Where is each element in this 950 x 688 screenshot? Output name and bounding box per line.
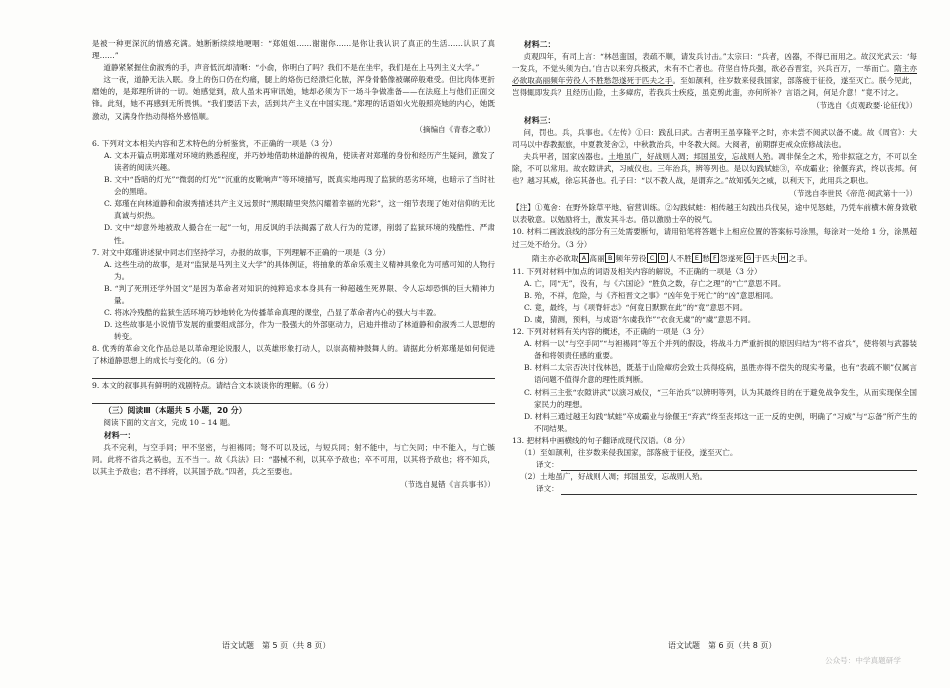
annotation-note: 【注】①蒐舍：在野外除草平地、宿营训练。②勾践轼蛙：相传越王勾践出兵伐吴，途中见怒蛙，乃凭车前横木俯身致敬以表敬意。以勉励将士，激发其斗志。借以激励士卒的锐气。 [512, 203, 917, 225]
question-13-part-1: （1）至如颉利，往岁数来侵我国家，部落疲于征役，遂至灭亡。 [520, 448, 738, 457]
question-7-option-d: D. 这些故事是小说情节发展的重要组成部分，作为一股强大的外部驱动力，启迪并推动了林道静和俞淑秀二人思想的转变。 [104, 320, 495, 342]
right-page-footer: 语文试题 第 6 页（共 8 页） [668, 641, 777, 650]
question-11-option-a: A. 亡，同“无”，没有，与《六国论》“胜负之数，存亡之理”的“亡”意思不同。 [524, 278, 786, 288]
section-3-intro: 阅读下面的文言文，完成 10 – 14 题。 [103, 417, 235, 427]
section-3-heading: （三）阅读Ⅲ（本题共 5 小题，20 分） [103, 405, 247, 415]
question-9: 9. 本文的叙事具有鲜明的戏剧特点。请结合文本谈谈你的理解。（6 分） [92, 381, 333, 391]
material-1-source: （节选自晁错《言兵事书》） [400, 480, 495, 490]
sentence-breaking-row: 隋主亦必欲取 A 高丽 B 频年劳役 C D 人不胜 E 愁 F 怨遂死 G 于匹夫 H 之手。 [532, 253, 813, 263]
translation-line[interactable] [561, 461, 917, 471]
question-10: 10. 材料二画波浪线的部分有三处需要断句，请用铅笔将答题卡上相应位置的答案标号涂黑，每涂对一处给 1 分，涂黑超过三处不给分。（3 分） [512, 227, 917, 249]
material-3-source: （节选自李世民《帝范·阅武第十一》） [789, 189, 917, 199]
question-12-option-c: C. 材料三主张“农隙讲武”以演习威仪，“三年治兵”以辨明等列，认为其最终目的在于避免战争发生，从而实现保全国家民力的理想。 [524, 387, 917, 409]
break-option-box[interactable]: G [744, 253, 754, 263]
question-11-option-c: C. 竟，最终，与《项脊轩志》“何竟日默默在此”的“竟”意思不同。 [524, 302, 748, 312]
question-13: 13. 把材料中画横线的句子翻译成现代汉语。（8 分） [512, 435, 690, 445]
material-3-text-1: 问，罚也。兵，兵事也。《左传》①曰：践乱曰武。古者明王虽享隆平之时，亦未尝不阅武以备不虞。故《周官》：大司马以中春教振旅，中夏教茇舍②，中秋教治兵，中冬教大阅。大阅者，前期群吏戒众庶修战法也。 [512, 127, 917, 149]
wavy-underlined-sentence: 隋主亦必欲取高丽频年劳役人不胜愁怨遂死于匹夫之手 [512, 64, 918, 86]
break-option-box[interactable]: A [579, 253, 589, 263]
material-2-text: 贞观四年，有司上言：“林邑蛮国，表疏不顺，请发兵讨击。”太宗曰：“兵者，凶器，不得已而用之。故汉光武云：‘每一发兵，不觉头须为白。’自古以来穷兵极武，未有不亡者也。苻坚自恃兵强，欲必吞晋室，兴兵百万，一举而亡。隋主亦必欲取高丽频年劳役人不胜愁怨遂死于匹夫之手。至如颉利，往岁数来侵我国家，部落疲于征役，遂至灭亡。朕今见此，岂得辄即发兵？且经历山险，土多瘴疠，若我兵士疾疫，虽克剪此蛮，亦何所补？言语之间，何足介意！”竟不讨之。 [512, 52, 918, 98]
watermark-text: 公众号：中学真题研学 [825, 656, 901, 665]
question-11-option-b: B. 殆，不祥，危险，与《齐桓晋文之事》“凶年免于死亡”的“凶”意思相同。 [524, 290, 778, 300]
story-paragraph-1: 是被一种更深沉的情感充满。她断断续续地哽咽：“郑姐姐……谢谢你……是你让我认识了真正的生活……认识了真理……” [92, 39, 495, 61]
question-6: 6. 下列对文本相关内容和艺术特色的分析鉴赏，不正确的一项是（3 分） [92, 138, 337, 148]
question-8: 8. 优秀的革命文化作品总是以革命理论说服人，以英雄形象打动人，以崇高精神鼓舞人的。请据此分析郑瑾是如何促进了林道静思想上的成长与变化的。（6 分） [92, 344, 495, 366]
question-6-option-c: C. 郑瑾在向林道静和俞淑秀描述共产主义远景时“黑眼睛里突然闪耀着幸福的光彩”，这一细节表现了她对信仰的无比真诚与炽热。 [104, 199, 495, 221]
question-7-option-b: B. “判了死刑还学外国文”是因为革命者对知识的纯粹追求本身具有一种超越生死界限、令人忘却恐惧的巨大精神力量。 [104, 283, 495, 305]
question-7: 7. 对文中郑瑾讲述狱中同志们坚持学习，办报的故事，下列理解不正确的一项是（3 分） [92, 247, 390, 257]
left-page [92, 38, 495, 688]
story-source: （摘编自《青春之歌》） [415, 124, 495, 134]
material-2-title: 材料二： [523, 40, 556, 49]
answer-line[interactable] [92, 392, 495, 404]
question-11: 11. 下列对材料中加点的词语及相关内容的解说，不正确的一项是（3 分） [512, 266, 762, 276]
question-7-option-c: C. 将冰冷残酷的监狱生活环境巧妙地转化为传播革命真理的课堂，凸显了革命者内心的强大与丰盈。 [104, 308, 441, 318]
story-paragraph-2: 道静紧紧握住俞淑秀的手，声音低沉却清晰：“小俞，你明白了吗？我们不是在坐牢，我们是在上马列主义大学。” [103, 63, 480, 73]
question-6-option-d: D. 文中“却意外地被敌人撮合在一起”一句，用反讽的手法揭露了敌人行为的荒谬，削弱了监狱环境的残酷性、严肃性。 [104, 223, 495, 245]
question-6-option-a: A. 文本开篇点明郑瑾对环境的熟悉程度，并巧妙地借助林道静的视角，使读者对郑瑾的身份和经历产生疑问，激发了读者的阅读兴趣。 [104, 150, 495, 172]
break-option-box[interactable]: E [692, 253, 701, 263]
break-option-box[interactable]: D [658, 253, 668, 263]
question-12-option-d: D. 材料三通过越王勾践“轼蛙”卒成霸业与徐偃王“弃武”终至丧邦这一正一反的史例，明确了“习威”与“忘备”所产生的不同结果。 [524, 411, 917, 433]
answer-line[interactable] [92, 368, 495, 380]
material-3-title: 材料三： [523, 115, 556, 125]
break-option-box[interactable]: B [605, 253, 615, 263]
story-paragraph-3: 这一夜，道静无法入眠。身上的伤口仍在灼痛，腿上的烙伤已经溃烂化脓，浑身骨骼像被碾碎般难受。但比肉体更折磨她的，是郑理所讲的一切。她感觉到，敌人虽未再审讯她，她却必须为下一场斗争做准备——在法庭上与他们正面交锋。此刻，她不再感到无所畏惧。“我们要活下去，活到共产主义在中国实现。”郑理的话语如火光般照亮她的内心，她既激动，又满身作热动得格外感悟顺。 [92, 75, 495, 121]
material-2-source: （节选自《贞观政要·论征伐》） [812, 101, 917, 111]
right-page [512, 38, 917, 688]
translation-row-2[interactable]: 译文： [536, 483, 917, 495]
translation-line[interactable] [561, 485, 917, 495]
break-option-box[interactable]: C [647, 253, 657, 263]
question-12: 12. 下列对材料有关内容的概述，不正确的一项是（3 分） [512, 327, 709, 337]
question-6-option-b: B. 文中“昏暗的灯光”“微弱的灯光”“沉重的皮靴响声”等环境描写，既真实地再现了监狱的恶劣环境，也暗示了当时社会的黑暗。 [104, 175, 495, 197]
break-option-box[interactable]: F [710, 253, 719, 263]
material-1-text: 兵不完利，与空手同；甲不坚密，与袒裼同；弩不可以及远，与短兵同；射不能中，与亡矢同；中不能入，与亡镞同。此将不省兵之祸也，五不当一。故《兵法》曰：“器械不利，以其卒予敌也；卒不可用，以其将予敌也；将不知兵，以其主予敌也；君不择将，以其国予敌。”四者，兵之至要也。 [92, 442, 495, 477]
question-12-option-b: B. 材料二太宗否决讨伐林邑，既基于山险瘴疠会致士兵得疫病，虽胜亦得不偿失的现实考量，也有“表疏不顺”仅属言语问题不值得介意的理性质判断。 [524, 363, 917, 385]
question-7-option-a: A. 这些生动的故事，是对“监狱是马列主义大学”的具体例证，将抽象的革命乐观主义精神具象化为可感可知的人物行为。 [104, 259, 495, 281]
question-11-option-d: D. 虞，猜测，预料，与成语“尔虞我诈”“衣食无虞”的“虞”意思不同。 [524, 314, 756, 324]
question-13-part-2: （2）土地虽广，好战则人凋；邦国虽安，忘战则人殆。 [520, 472, 708, 482]
translation-row-1[interactable]: 译文： [536, 459, 917, 471]
material-1-title: 材料一： [103, 430, 136, 440]
left-page-footer: 语文试题 第 5 页（共 8 页） [222, 641, 331, 650]
material-3-text-2: 夫兵甲者，国家凶器也。土地虽广，好战则人凋；邦国虽安，忘战则人殆。凋非保全之术，殆非拟寇之方，不可以全除，不可以常用。故农隙讲武，习威仪也。三年治兵，辨等列也。是以勾践轼蛙③，卒成霸业；徐偃弃武，终以丧邦。何也？越习其威，徐忘其备也。孔子曰：“以不教人战，是谓弃之。”故知弧矢之威，以利天下，此用兵之职也。 [512, 151, 918, 186]
question-12-option-a: A. 材料一以“与空手同”“与袒裼同”等五个并列的假设，将战斗力严重折损的原因归结为“将不省兵”，使将领与武器装备和将领责任感的重要。 [524, 339, 917, 361]
underlined-sentence: 土地虽广，好战则人凋；邦国虽安，忘战则人殆 [608, 151, 771, 161]
break-option-box[interactable]: H [778, 253, 788, 263]
